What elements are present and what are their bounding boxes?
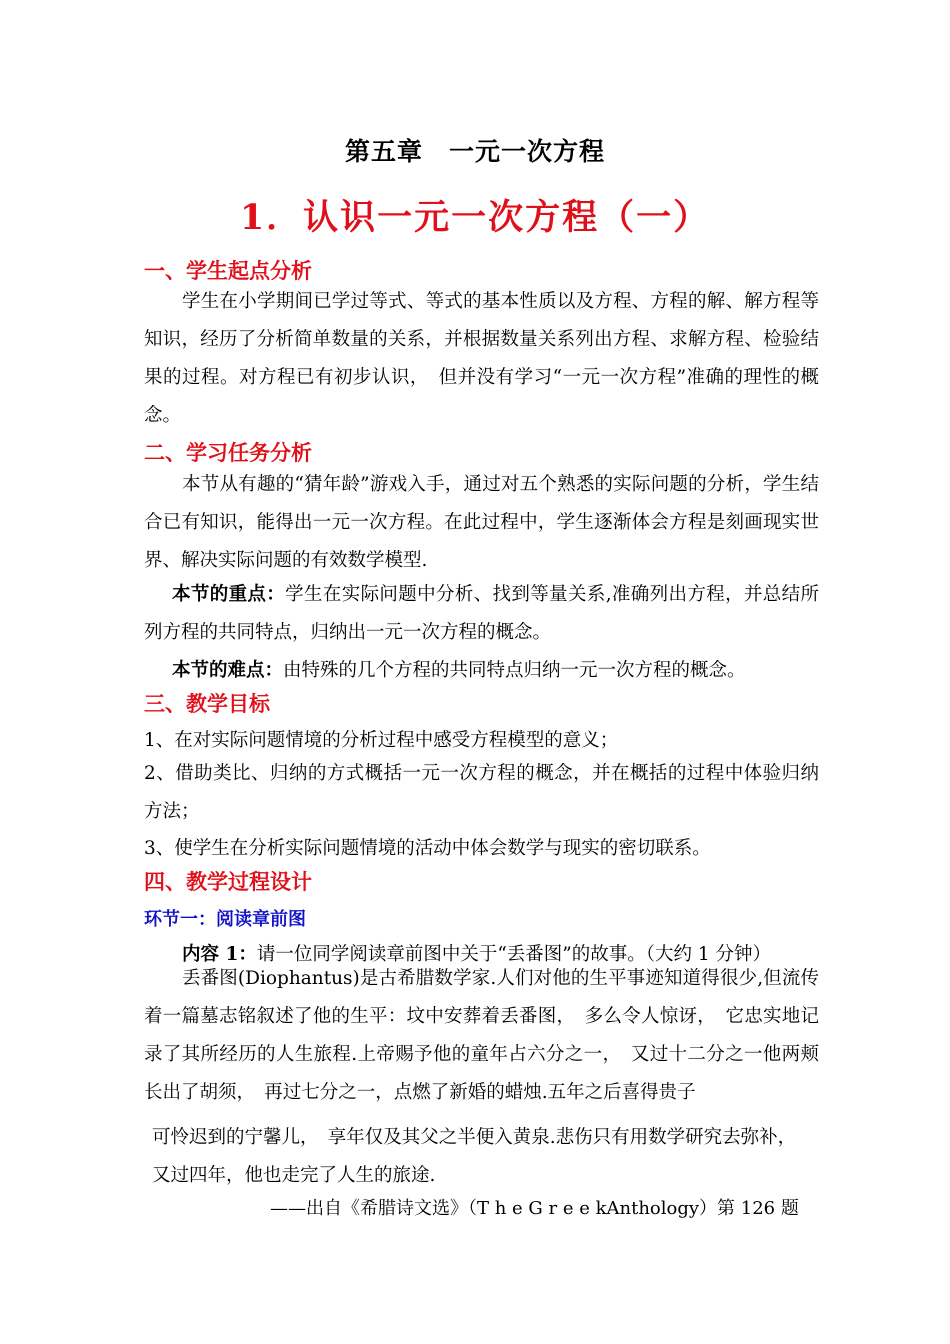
goal-3: 3、使学生在分析实际问题情境的活动中体会数学与现实的密切联系。 [144, 838, 711, 859]
difficult-point-text: 由特殊的几个方程的共同特点归纳一元一次方程的概念。 [283, 660, 746, 681]
section-heading-4: 四、教学过程设计 [144, 869, 312, 894]
section-heading-2: 二、学习任务分析 [144, 440, 312, 465]
lesson-title: 1．认识一元一次方程（一） [239, 197, 711, 238]
section-heading-1: 一、学生起点分析 [144, 258, 312, 283]
content-1-label: 内容 1： [182, 944, 257, 965]
key-point [144, 576, 819, 652]
difficult-point-label: 本节的难点： [172, 660, 284, 681]
story-line-3: 又过四年，他也走完了人生的旅途. [152, 1165, 436, 1186]
source-citation: ——出自《希腊诗文选》（T h e G r e e kAnthology）第 126 题 [270, 1198, 799, 1219]
section-1-body: 学生在小学期间已学过等式、等式的基本性质以及方程、方程的解、解方程等知识，经历了分析简单数量的关系，并根据数量关系列出方程、求解方程、检验结果的过程。对方程已有初步认识， 但并没有学习“一元一次方程”准确的理性的概念。 [144, 291, 819, 426]
section-2-body: 本节从有趣的“猜年龄”游戏入手，通过对五个熟悉的实际问题的分析，学生结合已有知识，能得出一元一次方程。在此过程中，学生逐渐体会方程是刻画现实世界、解决实际问题的有效数学模型. [144, 474, 819, 571]
chapter-title: 第五章 一元一次方程 [344, 137, 605, 166]
key-point-text: 学生在实际问题中分析、找到等量关系,准确列出方程，并总结所列方程的共同特点，归纳出一元一次方程的概念。 [144, 584, 819, 643]
content-1-text: 请一位同学阅读章前图中关于“丢番图”的故事。（大约 1 分钟） [256, 944, 772, 965]
section-heading-3: 三、教学目标 [144, 691, 270, 716]
goal-1: 1、在对实际问题情境的分析过程中感受方程模型的意义； [144, 730, 619, 751]
key-point-label: 本节的重点： [172, 584, 286, 605]
difficult-point [172, 656, 746, 682]
story-line-2: 可怜迟到的宁馨儿， 享年仅及其父之半便入黄泉.悲伤只有用数学研究去弥补， [152, 1127, 797, 1148]
goal-2: 2、借助类比、归纳的方式概括一元一次方程的概念，并在概括的过程中体验归纳方法； [144, 763, 819, 822]
story-text: 丢番图(Diophantus)是古希腊数学家.人们对他的生平事迹知道得很少,但流传着一篇墓志铭叙述了他的生平：坟中安葬着丢番图， 多么令人惊讶， 它忠实地记录了其所经历的人生旅程.上帝赐予他的童年占六分之一， 又过十二分之一他两颊长出了胡须， 再过七分之一，点燃了新婚的蜡烛.五年之后喜得贵子 [144, 968, 819, 1103]
step-1-heading: 环节一：阅读章前图 [144, 909, 306, 930]
